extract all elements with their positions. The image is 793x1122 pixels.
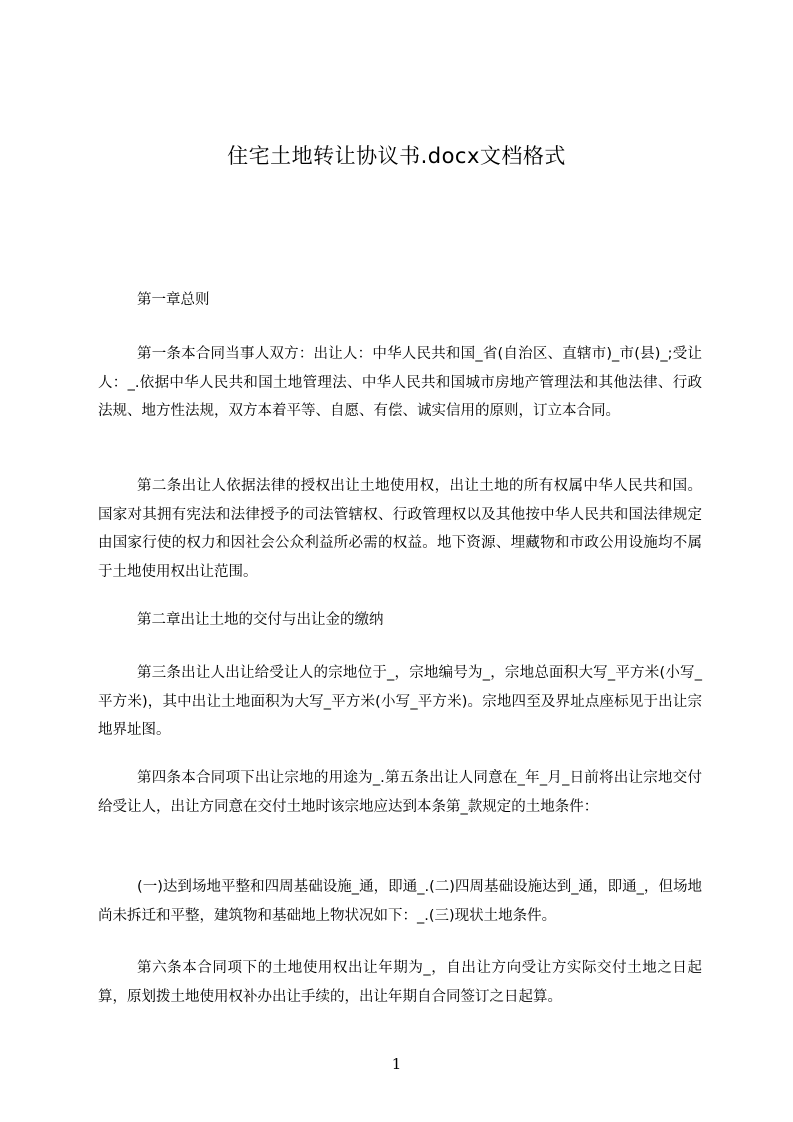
chapter-1-heading: 第一章总则 (137, 292, 210, 308)
article-3-paragraph: 第三条出让人出让给受让人的宗地位于_，宗地编号为_，宗地总面积大写_平方米(小写_平方米)，其中出让土地面积为大写_平方米(小写_平方米)。宗地四至及界址点座标见于出让宗地界址图。 (98, 665, 702, 738)
land-conditions-paragraph: (一)达到场地平整和四周基础设施_通，即通_.(二)四周基础设施达到_通，即通_，但场地尚未拆迁和平整，建筑物和基础地上物状况如下：_.(三)现状土地条件。 (98, 879, 702, 924)
article-2-paragraph: 第二条出让人依据法律的授权出让土地使用权，出让土地的所有权属中华人民共和国。国家对其拥有宪法和法律授予的司法管辖权、行政管理权以及其他按中华人民共和国法律规定由国家行使的权力和因社会公众利益所必需的权益。地下资源、埋藏物和市政公用设施均不属于土地使用权出让范围。 (98, 478, 702, 580)
article-1-paragraph: 第一条本合同当事人双方：出让人：中华人民共和国_省(自治区、直辖市)_市(县)_;受让人：_.依据中华人民共和国土地管理法、中华人民共和国城市房地产管理法和其他法律、行政法规、地方性法规，双方本着平等、自愿、有偿、诚实信用的原则，订立本合同。 (98, 346, 702, 419)
document-title: 住宅土地转让协议书.docx文档格式 (227, 144, 566, 168)
article-6-paragraph: 第六条本合同项下的土地使用权出让年期为_，自出让方向受让方实际交付土地之日起算，原划拨土地使用权补办出让手续的，出让年期自合同签订之日起算。 (98, 960, 702, 1005)
article-4-paragraph: 第四条本合同项下出让宗地的用途为_.第五条出让人同意在_年_月_日前将出让宗地交付给受让人，出让方同意在交付土地时该宗地应达到本条第_款规定的土地条件： (98, 770, 702, 815)
page-number: 1 (391, 1055, 402, 1073)
chapter-2-heading: 第二章出让土地的交付与出让金的缴纳 (137, 612, 384, 628)
